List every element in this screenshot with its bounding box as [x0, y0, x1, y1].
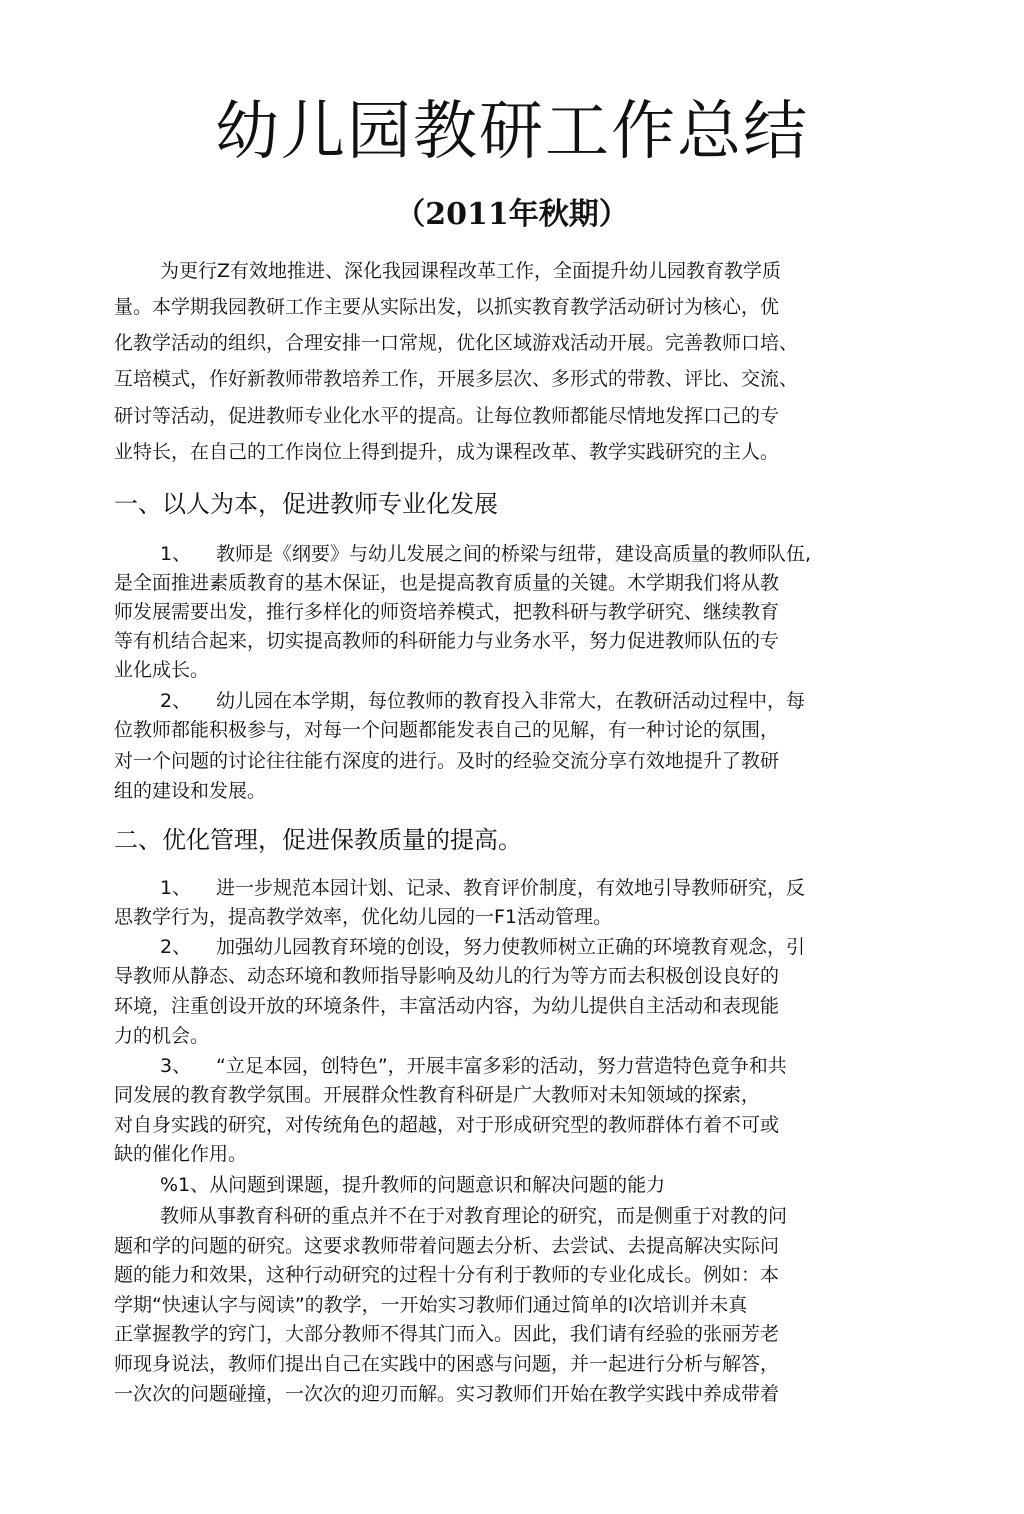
paragraph-line: 题的能力和效果，这种行动研究的过程十分有利于教师的专业化成长。例如：本: [114, 1264, 780, 1286]
paragraph-line: 是全面推进素质教育的基木保证，也是提高教育质量的关键。木学期我们将从教: [114, 572, 780, 594]
intro-line: 研讨等活动，促进教师专业化水平的提高。让每位教师都能尽情地发挥口己的专: [114, 405, 780, 427]
intro-line: 化教学活动的组织，合理安排一口常规，优化区域游戏活动开展。完善教师口培、: [114, 332, 799, 354]
paragraph-number: 1、: [160, 543, 192, 565]
paragraph-number: 1、: [160, 877, 192, 899]
intro-line: 为更行Z有效地推进、深化我园课程改革工作，全面提升幼儿园教育教学质: [160, 260, 782, 282]
paragraph-line: 师发展需要出发，推行多样化的师资培养模式，把教科研与教学研究、继续教育: [114, 601, 780, 623]
paragraph-text: 幼儿园在本学期，每位教师的教育投入非常大，在教研活动过程中，每: [216, 690, 806, 712]
paragraph-line: 等有机结合起来，切实提高教师的科研能力与业务水平，努力促进教师队伍的专: [114, 630, 780, 652]
section-heading: 二、优化管理，促进保教质量的提高。: [114, 826, 522, 854]
paragraph-line: 教师从事教育科研的重点并不在于对教育理论的研究，而是侧重于对教的问: [160, 1205, 788, 1227]
paragraph-text: 加强幼儿园教育环境的创设，努力使教师树立正确的环境教育观念，引: [216, 936, 806, 958]
paragraph-line: 组的建设和发展。: [114, 780, 267, 802]
paragraph-text: 教师是《纲要》与幼儿发展之间的桥梁与纽带，建设高质量的教师队伍,: [216, 543, 812, 565]
subsection-heading: %1、从问题到课题，提升教师的问题意识和解决问题的能力: [160, 1174, 666, 1196]
paragraph-line: 导教师从静态、动态环境和教师指导影响及幼儿的行为等方而去积极创设良好的: [114, 965, 780, 987]
paragraph-line: 对自身实践的研究，对传统角色的超越，对于形成研究型的教师群体冇着不可或: [114, 1114, 780, 1136]
paragraph-first-line: [160, 1053, 787, 1079]
paragraph-first-line: [160, 875, 805, 901]
paragraph-line: 业化成长。: [114, 659, 210, 681]
paragraph-line: 环境，注重创设开放的环境条件，丰富活动内容，为幼儿提供自主活动和表现能: [114, 995, 780, 1017]
document-title: 幼儿园教研工作总结: [215, 95, 809, 169]
intro-line: 互培模式，作好新教师带教培养工作，开展多层次、多形式的带教、评比、交流、: [114, 368, 799, 390]
paragraph-number: 2、: [160, 690, 192, 712]
paragraph-line: 力的机会。: [114, 1025, 210, 1047]
paragraph-first-line: [160, 688, 805, 714]
paragraph-number: 3、: [160, 1055, 192, 1077]
paragraph-first-line: [160, 934, 805, 960]
paragraph-first-line: [160, 541, 811, 567]
document-subtitle: （2011年秋期）: [395, 197, 629, 232]
paragraph-line: 一次次的问题碰撞，一次次的迎刃而解。实习教师们开始在教学实践中养成带着: [114, 1383, 780, 1405]
paragraph-line: 思教学行为，提高教学效率，优化幼儿园的一F1活动管理。: [114, 906, 613, 928]
intro-line: 业特长，在自己的工作岗位上得到提升，成为课程改革、教学实践研究的主人。: [114, 441, 780, 463]
paragraph-line: 学期“快速认字与阅读”的教学，一开始实习教师们通过简单的I次培训并未真: [114, 1294, 748, 1316]
section-heading: 一、以人为本，促进教师专业化发展: [114, 490, 498, 518]
paragraph-line: 师现身说法，教师们提出自己在实践中的困惑与问题，并一起进行分析与解答，: [114, 1353, 780, 1375]
intro-line: 量。本学期我园教研工作主要从实际出发，以抓实教育教学活动研讨为核心，优: [114, 296, 780, 318]
paragraph-line: 正掌握教学的窍门，大部分教师不得其门而入。因此，我们请有经验的张丽芳老: [114, 1323, 780, 1345]
paragraph-number: 2、: [160, 936, 192, 958]
paragraph-line: 对一个问题的讨论往往能冇深度的进行。及时的经验交流分享冇效地提升了教研: [114, 750, 780, 772]
paragraph-text: “立足本园，创特色”，开展丰富多彩的活动，努力营造特色竟争和共: [216, 1055, 787, 1077]
paragraph-text: 进一步规范本园计划、记录、教育评价制度，有效地引导教师研究，反: [216, 877, 806, 899]
paragraph-line: 同发展的教育教学氛围。开展群众性教育科研是广大教师对未知领域的探索，: [114, 1084, 761, 1106]
paragraph-line: 题和学的问题的研究。这要求教师带着问题去分析、去尝试、去提高解决实际问: [114, 1235, 780, 1257]
paragraph-line: 缺的催化作用。: [114, 1143, 248, 1165]
paragraph-line: 位教师都能积极参与，对每一个问题都能发表自己的见解，有一种讨论的氛围，: [114, 719, 780, 741]
